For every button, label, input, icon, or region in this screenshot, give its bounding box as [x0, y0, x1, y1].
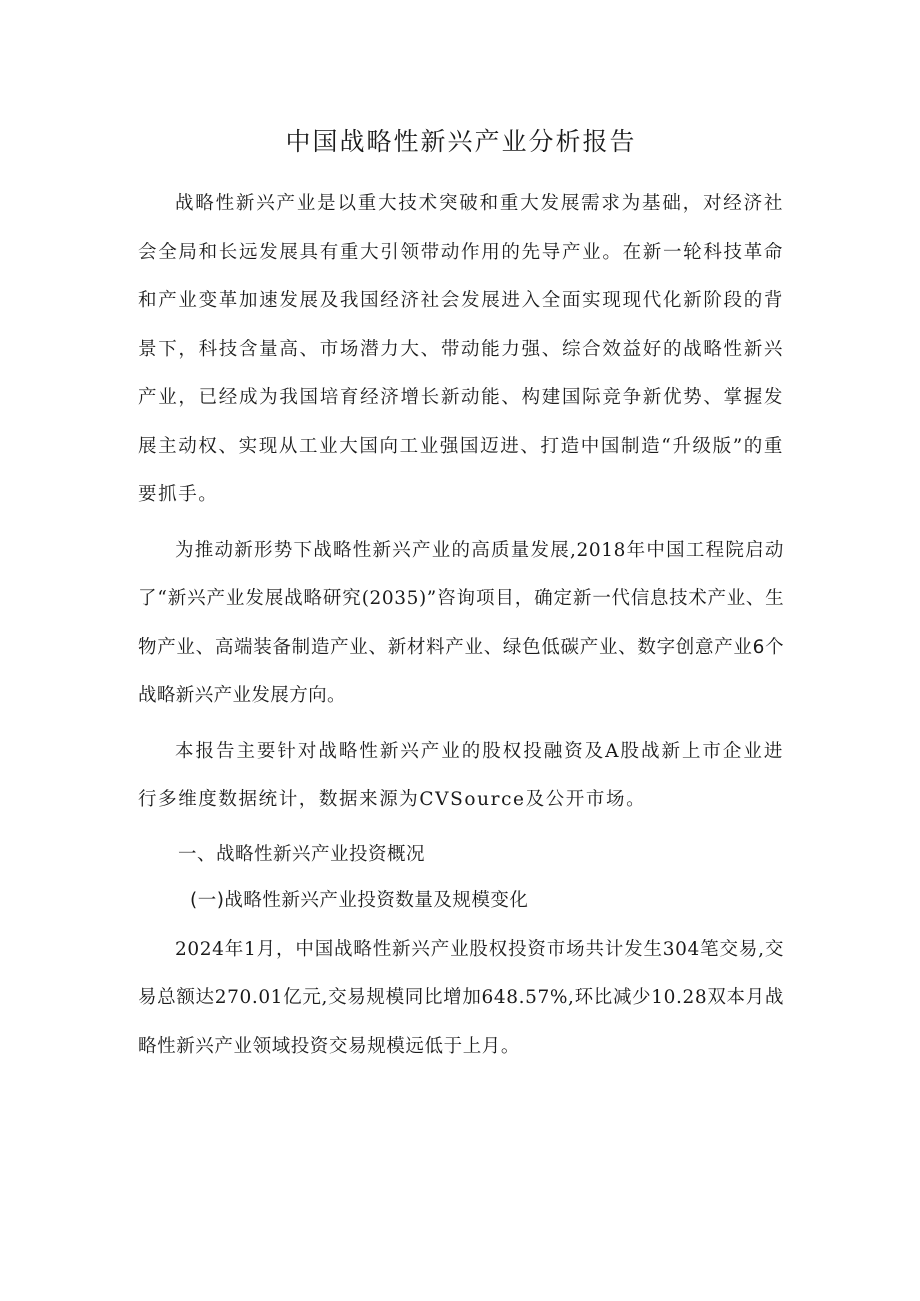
background-text-serif: 为推动新形势下战略性新兴产业的高质量发展,2018年中国工程院启动了“新兴产业发展战略研究(2035)”咨询项目，确定新 — [138, 539, 784, 609]
subsection-heading: (一)战略性新兴产业投资数量及规模变化 — [190, 889, 529, 911]
intro-paragraph: 战略性新兴产业是以重大技术突破和重大发展需求为基础，对经济社会全局和长远发展具有重大引领带动作用的先导产业。在新一轮科技革命和产业变革加速发展及我国经济社会发展进入全面实现现代化新阶段的背景下，科技含量高、市场潜力大、带动能力强、综合效益好的战略性新兴产业，已经成为我国培育经济增长新动能、构建国际竞争新优势、掌握发展主动权、实现从工业大国向工业强国迈进、打造中国制造“升级版”的重要抓手。 — [138, 193, 784, 505]
investment-paragraph: 2024年1月，中国战略性新兴产业股权投资市场共计发生304笔交易,交易总额达270.01亿元,交易规模同比增加648.57%,环比减少10.28双本月战略性新兴产业领域投资交易规模远低于上月。 — [138, 938, 784, 1057]
scope-paragraph: 本报告主要针对战略性新兴产业的股权投融资及A股战新上市企业进行多维度数据统计，数据来源为CVSource及公开市场。 — [138, 740, 784, 810]
background-text-sans: 一代信息技术产业、生物产业、高端装备制造产业、新材料产业、绿色低碳产业、数字创意产业6个战略新兴产业发展方向。 — [138, 588, 784, 706]
background-paragraph — [138, 527, 784, 721]
document-title: 中国战略性新兴产业分析报告 — [285, 127, 637, 156]
section-heading: 一、战略性新兴产业投资概况 — [178, 843, 426, 865]
